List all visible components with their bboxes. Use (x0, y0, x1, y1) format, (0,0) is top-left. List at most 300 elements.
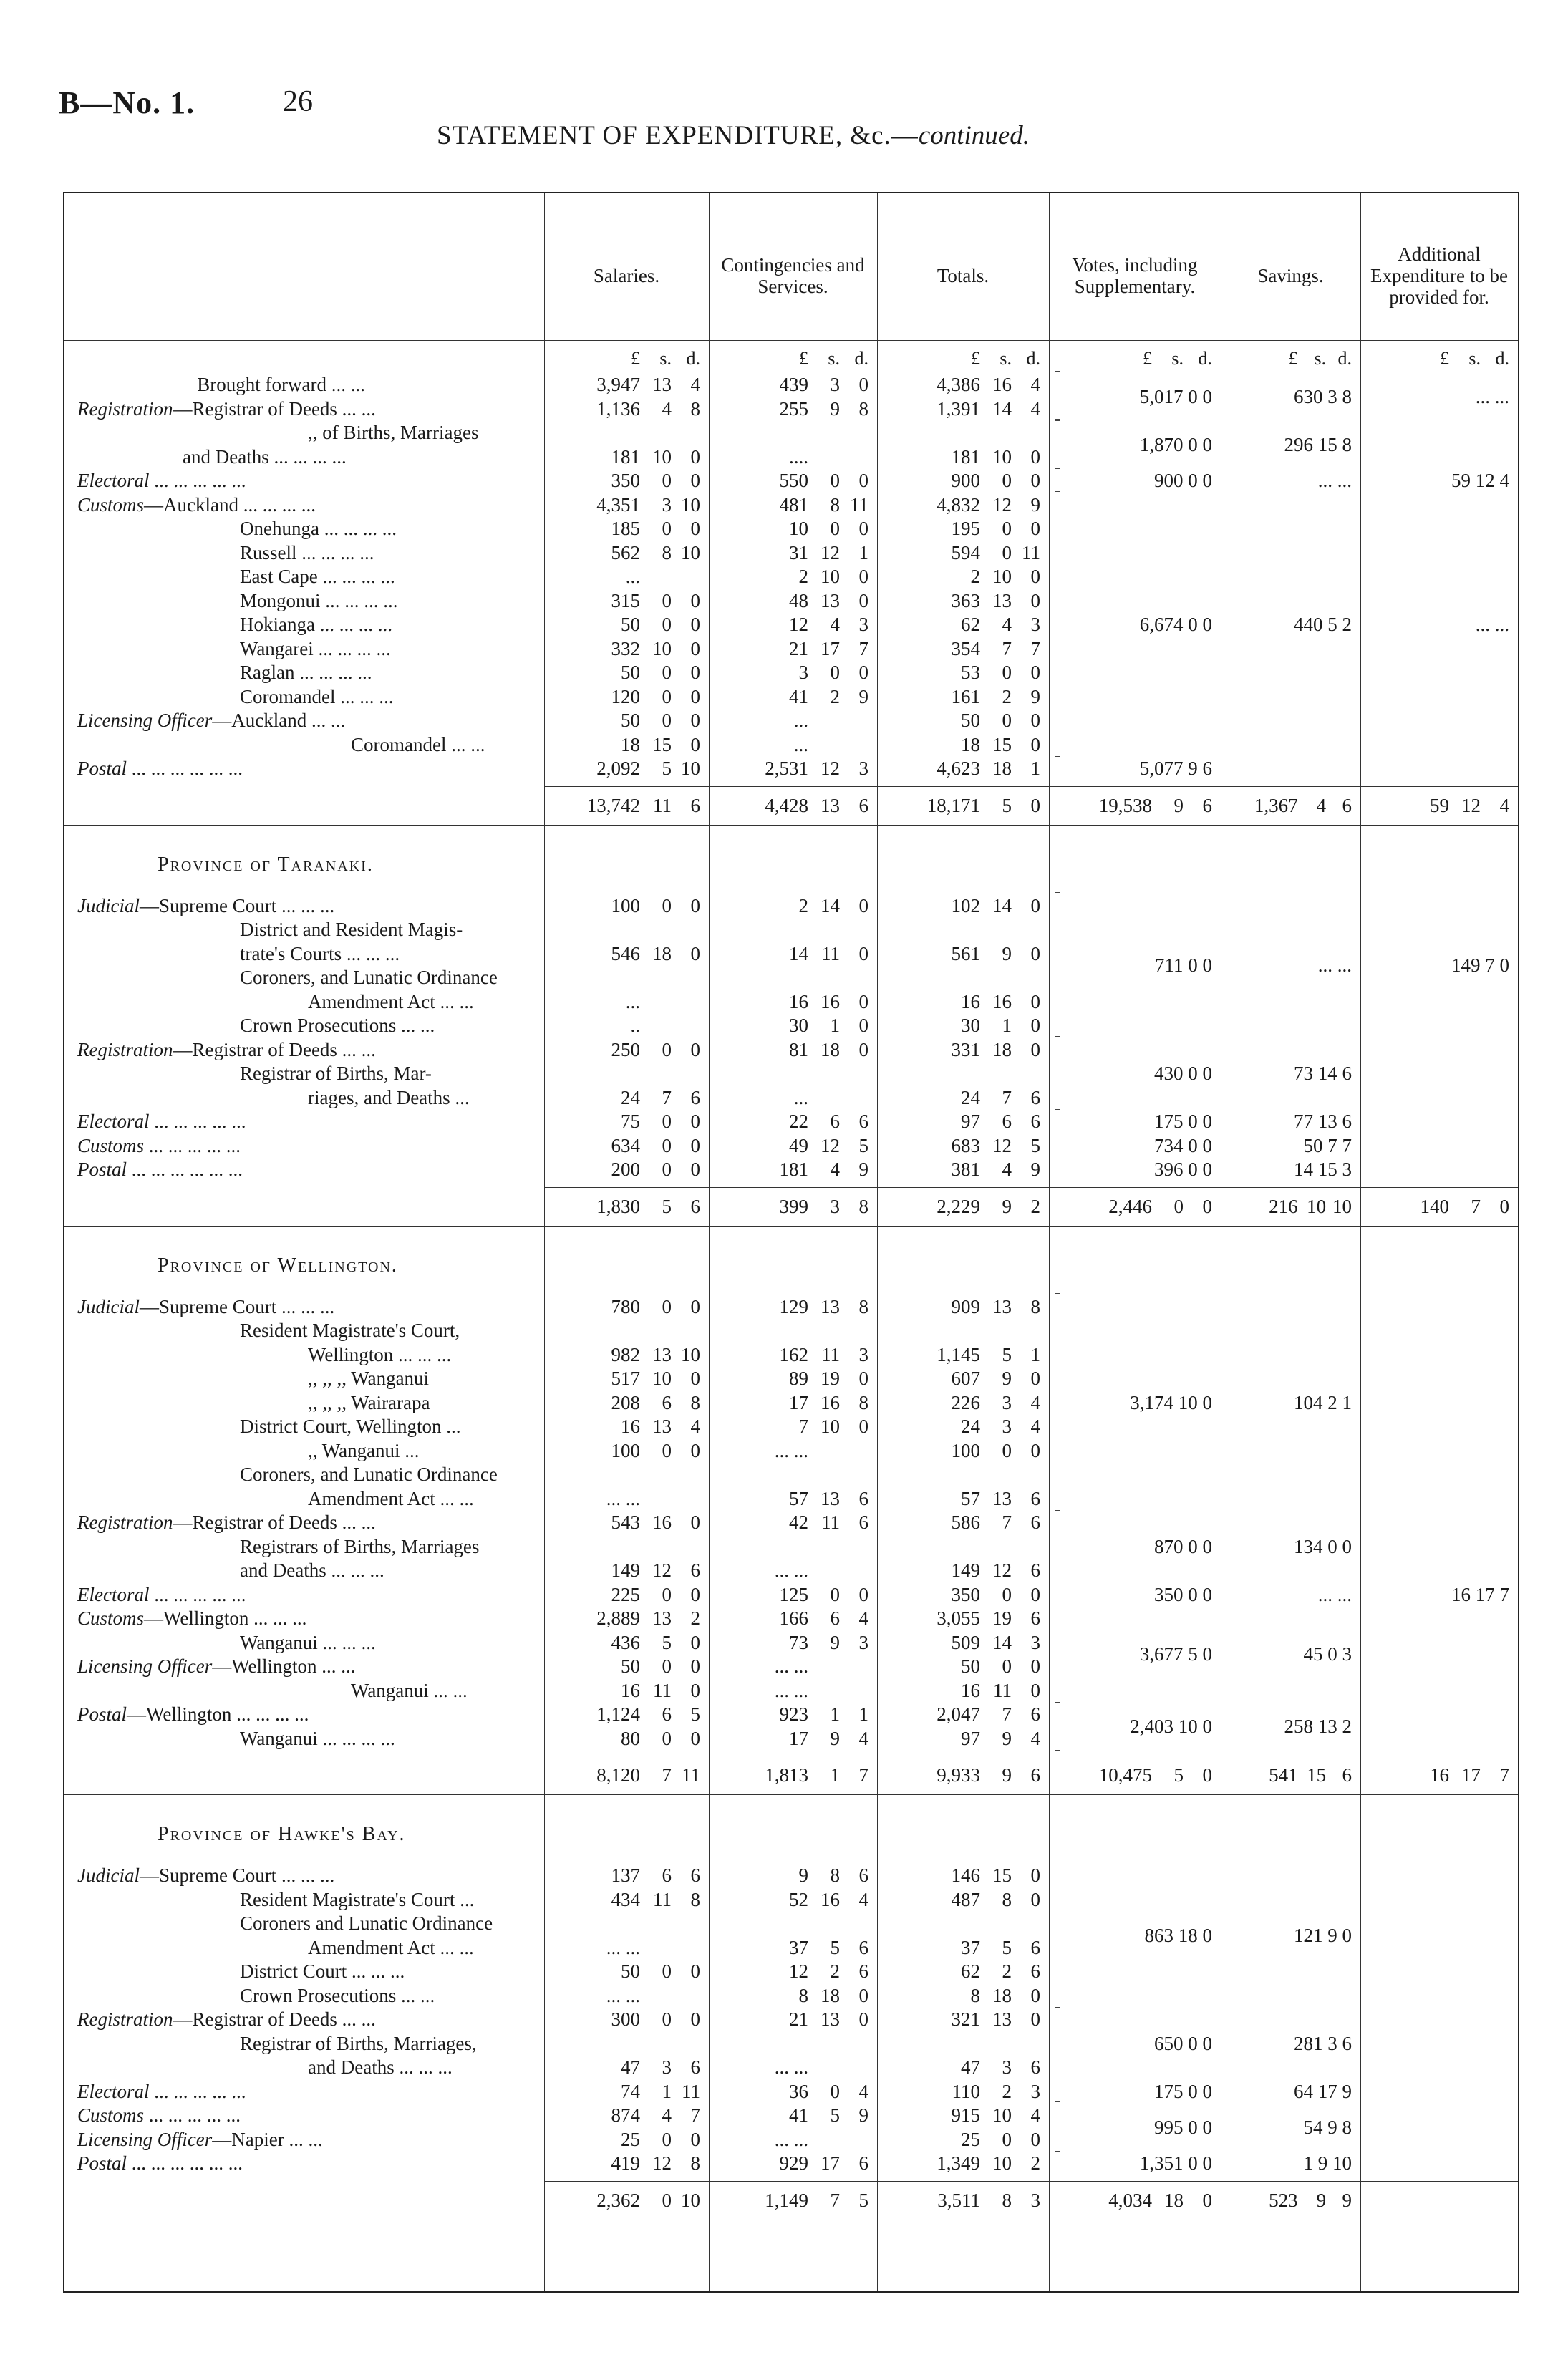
salaries-value-p: 2,889 (596, 1607, 640, 1629)
totals-value (877, 1510, 1040, 1534)
totals-value-p: 2 (970, 566, 980, 587)
totals-value (877, 1887, 1040, 1912)
subtotal-savings-d: 6 (1342, 794, 1352, 816)
totals-value (877, 1678, 1040, 1703)
contingencies-value (709, 1606, 868, 1630)
salaries-value (544, 1037, 700, 1062)
totals-value (877, 685, 1040, 709)
contingencies-value (709, 942, 868, 966)
totals-value-s: 2 (1002, 2080, 1012, 2102)
contingencies-value-s (808, 1085, 840, 1110)
subtotal-votes-d: 6 (1202, 794, 1212, 816)
contingencies-value-p: 7 (798, 1416, 808, 1437)
line-item (64, 1959, 1518, 1983)
salaries-value-d: 0 (690, 1111, 700, 1132)
totals-value-s: 0 (1002, 541, 1012, 563)
title-continued: continued. (918, 121, 1030, 150)
salaries-value (544, 1582, 700, 1607)
line-item-label: Registrars of Births, Marriages (240, 1535, 480, 1557)
salaries-value (544, 1133, 700, 1158)
line-item-label: Wanganui ... ... ... ... (240, 1727, 395, 1749)
subtotal-savings (1221, 1194, 1352, 1219)
contingencies-value-p: 21 (789, 637, 808, 659)
salaries-value-s: 4 (662, 2104, 672, 2126)
line-item (64, 1037, 1518, 1062)
salaries-value-s: 0 (662, 662, 672, 683)
salaries-value-s: 0 (662, 1655, 672, 1677)
contingencies-value-p: 8 (798, 1984, 808, 2006)
totals-value-s: 8 (1002, 1888, 1012, 1910)
totals-value-s: 18 (992, 1038, 1012, 1060)
salaries-value-s: 12 (652, 2152, 672, 2174)
subtotal-votes (1049, 793, 1212, 818)
contingencies-value-d: 1 (858, 541, 868, 563)
salaries-value (544, 894, 700, 918)
salaries-value-s: 0 (662, 1159, 672, 1180)
totals-value-p: 683 (951, 1134, 980, 1156)
salaries-value-p: 100 (611, 1439, 640, 1461)
salaries-value-s: 0 (662, 470, 672, 491)
column-header-4: Votes, including Supplementary. (1072, 254, 1198, 297)
totals-value (877, 541, 1040, 565)
savings-value: 121 9 0 (1294, 1924, 1352, 1946)
salaries-value-p: ... (625, 566, 640, 587)
salaries-value-p: 16 (621, 1416, 640, 1437)
contingencies-value-s: 6 (830, 1607, 840, 1629)
salaries-value (544, 660, 700, 685)
salaries-value-s: 3 (662, 493, 672, 516)
salaries-value-d (672, 1935, 700, 1960)
group-brace (1055, 1036, 1060, 1110)
totals-value-d: 0 (1030, 1655, 1040, 1677)
line-item-label: Wellington ... ... ... (308, 1343, 452, 1365)
totals-value-d: 0 (1030, 1583, 1040, 1605)
contingencies-value-p: 129 (779, 1295, 808, 1317)
salaries-value-s: 16 (652, 1511, 672, 1533)
totals-value-d: 6 (1030, 1607, 1040, 1629)
salaries-value-s: 0 (662, 1439, 672, 1461)
line-item-label: Wanganui ... ... (351, 1679, 468, 1701)
salaries-value-p: ... ... (606, 1936, 640, 1958)
salaries-value-p: 543 (611, 1511, 640, 1533)
totals-value (877, 894, 1040, 918)
column-header-6: Additional Expenditure to be provided for. (1370, 243, 1508, 308)
column-header-2: Contingencies and Services. (721, 254, 865, 297)
totals-value-p: 16 (961, 990, 980, 1012)
column-header-1: Salaries. (593, 265, 660, 286)
contingencies-value-d (840, 2127, 868, 2152)
unit-d: d. (1495, 348, 1509, 369)
totals-value-d: 4 (1030, 1727, 1040, 1749)
totals-value-p: 487 (951, 1888, 980, 1910)
totals-value-p: 149 (951, 1559, 980, 1581)
salaries-value (544, 2103, 700, 2127)
totals-value-d: 0 (1030, 2128, 1040, 2150)
contingencies-value (709, 1959, 868, 1983)
contingencies-value (709, 2151, 868, 2175)
totals-value-d: 0 (1030, 518, 1040, 539)
totals-value-d: 6 (1030, 2056, 1040, 2078)
subtotal-salaries (544, 2188, 700, 2212)
votes-value: 6,674 0 0 (1139, 614, 1212, 635)
group-brace (1055, 371, 1060, 421)
totals-value-d: 3 (1030, 614, 1040, 635)
contingencies-value (709, 397, 868, 421)
salaries-value (544, 1013, 700, 1037)
salaries-value-d: 0 (690, 1159, 700, 1180)
salaries-value-d: 10 (681, 541, 700, 563)
section-end-rule (64, 1794, 1518, 1795)
salaries-value-d (672, 1983, 700, 2008)
salaries-value-s (640, 990, 672, 1014)
savings-value: 45 0 3 (1303, 1643, 1352, 1665)
subtotal-savings-d: 6 (1342, 1764, 1352, 1786)
subtotal-salaries-d: 6 (690, 1195, 700, 1217)
line-item (64, 1510, 1518, 1534)
salaries-value-p: 18 (621, 733, 640, 755)
totals-value-p: 24 (961, 1416, 980, 1437)
line-item-label: Raglan ... ... ... ... (240, 662, 372, 683)
contingencies-value-d: 9 (858, 2104, 868, 2126)
salaries-value (544, 990, 700, 1014)
contingencies-value-p: 41 (789, 685, 808, 707)
line-item-label: ,, of Births, Marriages (308, 422, 479, 443)
votes-value: 396 0 0 (1154, 1159, 1212, 1180)
contingencies-value (709, 894, 868, 918)
line-item-label: Postal ... ... ... ... ... ... (77, 1159, 243, 1180)
contingencies-value-d: 4 (858, 1727, 868, 1749)
totals-value-s: 0 (1002, 1583, 1012, 1605)
savings-value: 73 14 6 (1294, 1063, 1352, 1084)
subtotal-salaries-s: 11 (653, 794, 672, 816)
totals-value-p: 181 (951, 445, 980, 468)
contingencies-value-p: 923 (779, 1703, 808, 1725)
contingencies-value-p: 49 (789, 1134, 808, 1156)
contingencies-value-s: 5 (830, 1936, 840, 1958)
totals-value (877, 990, 1040, 1014)
line-item-label: Russell ... ... ... ... (240, 541, 374, 563)
line-item (64, 1013, 1518, 1037)
contingencies-value-p: 181 (779, 1159, 808, 1180)
contingencies-value-p: ... ... (774, 2056, 808, 2078)
totals-value-p: 1,391 (937, 397, 980, 420)
line-item (64, 2055, 1518, 2079)
line-item-label: Customs—Auckland ... ... ... ... (77, 493, 316, 516)
contingencies-value-d (840, 445, 868, 469)
salaries-value (544, 1558, 700, 1582)
contingencies-value-s: 0 (830, 1583, 840, 1605)
totals-value-s: 2 (1002, 1960, 1012, 1982)
unit-s: s. (1314, 348, 1327, 369)
section-title-1: Province of Taranaki. (158, 853, 374, 876)
totals-value-s: 3 (1002, 1391, 1012, 1413)
subtotal-salaries-p: 2,362 (596, 2189, 640, 2211)
salaries-value-s: 0 (662, 1727, 672, 1749)
unit-row-col-3 (877, 348, 1040, 369)
contingencies-value (709, 1013, 868, 1037)
line-item-label: riages, and Deaths ... (308, 1086, 470, 1108)
totals-value (877, 1935, 1040, 1960)
totals-value-p: 62 (961, 614, 980, 635)
contingencies-value (709, 2079, 868, 2104)
salaries-value-p: 1,124 (596, 1703, 640, 1725)
salaries-value (544, 516, 700, 541)
contingencies-value (709, 2127, 868, 2152)
salaries-value-s: 0 (662, 2128, 672, 2150)
salaries-value-d: 0 (690, 1960, 700, 1982)
totals-value-p: 47 (961, 2056, 980, 2078)
contingencies-value-d: 0 (858, 1984, 868, 2006)
subtotal-votes-d: 0 (1202, 1764, 1212, 1786)
totals-value-p: 509 (951, 1631, 980, 1653)
line-item-label: Coroners, and Lunatic Ordinance (240, 967, 498, 988)
votes-value: 870 0 0 (1154, 1535, 1212, 1557)
totals-value (877, 1157, 1040, 1181)
totals-value-p: 100 (951, 1439, 980, 1461)
subtotal-votes (1049, 1763, 1212, 1787)
totals-value (877, 2007, 1040, 2031)
contingencies-value-s: 11 (821, 1343, 840, 1365)
totals-value-p: 2,047 (937, 1703, 980, 1725)
salaries-value-d: 0 (690, 733, 700, 755)
unit-d: d. (1337, 348, 1352, 369)
subtotal-additional-p: 59 (1430, 794, 1449, 816)
contingencies-value-s: 8 (830, 493, 840, 516)
contingencies-value-s: 0 (830, 662, 840, 683)
contingencies-value-s: 1 (830, 1703, 840, 1725)
salaries-value (544, 1295, 700, 1319)
contingencies-value-d: 0 (858, 942, 868, 964)
salaries-value-d: 0 (690, 2008, 700, 2030)
totals-value-s: 11 (993, 1679, 1012, 1701)
unit-p: £ (971, 348, 980, 369)
salaries-value-d (672, 1486, 700, 1511)
salaries-value-p: ... ... (606, 1984, 640, 2006)
line-item-label: Postal—Wellington ... ... ... ... (77, 1703, 309, 1725)
contingencies-value-s: 12 (821, 541, 840, 563)
line-item-label: Onehunga ... ... ... ... (240, 518, 397, 539)
salaries-value (544, 372, 700, 397)
totals-value-p: 900 (951, 470, 980, 491)
contingencies-value-s: 2 (830, 685, 840, 707)
salaries-value-p: 200 (611, 1159, 640, 1180)
totals-value-p: 594 (951, 541, 980, 563)
contingencies-value-s: 5 (830, 2104, 840, 2126)
salaries-value-p: 50 (621, 662, 640, 683)
subtotal-rule (544, 2181, 1518, 2182)
contingencies-value (709, 1037, 868, 1062)
contingencies-value-d: 4 (858, 1607, 868, 1629)
savings-value: 54 9 8 (1303, 2116, 1352, 2138)
subtotal-totals-d: 2 (1030, 1195, 1040, 1217)
subtotal-additional-d: 0 (1499, 1195, 1509, 1217)
totals-value-d: 4 (1030, 1391, 1040, 1413)
salaries-value-p: 3,947 (596, 374, 640, 395)
unit-d: d. (686, 348, 700, 369)
contingencies-value (709, 1678, 868, 1703)
totals-value-d: 0 (1030, 1679, 1040, 1701)
salaries-value-d: 0 (690, 942, 700, 964)
totals-value-d: 4 (1030, 397, 1040, 420)
subtotal-totals-s: 9 (1002, 1764, 1012, 1786)
line-item (64, 1085, 1518, 1110)
totals-value (877, 1438, 1040, 1463)
totals-value-s: 18 (992, 758, 1012, 779)
contingencies-value-d: 3 (858, 1343, 868, 1365)
contingencies-value-s: 9 (830, 397, 840, 420)
contingencies-value-d: 5 (858, 1134, 868, 1156)
subtotal-contingencies-s: 1 (830, 1764, 840, 1786)
contingencies-value-d: 6 (858, 1511, 868, 1533)
page-number: 26 (283, 85, 313, 118)
additional-value: ... ... (1475, 614, 1509, 635)
unit-d: d. (854, 348, 868, 369)
salaries-value-d: 0 (690, 2128, 700, 2150)
salaries-value-p: 24 (621, 1086, 640, 1108)
contingencies-value (709, 1582, 868, 1607)
contingencies-value-p: ... ... (774, 1439, 808, 1461)
contingencies-value (709, 372, 868, 397)
contingencies-value (709, 1726, 868, 1751)
totals-value-d: 0 (1030, 2008, 1040, 2030)
line-item-label: Hokianga ... ... ... ... (240, 614, 392, 635)
contingencies-value-d: 9 (858, 685, 868, 707)
savings-value: 104 2 1 (1294, 1391, 1352, 1413)
totals-value-d: 11 (1022, 541, 1040, 563)
subtotal-additional-s: 7 (1471, 1195, 1481, 1217)
contingencies-value (709, 2055, 868, 2079)
line-item-label: Postal ... ... ... ... ... ... (77, 2152, 243, 2174)
savings-value: 630 3 8 (1294, 385, 1352, 407)
subtotal-savings-d: 10 (1332, 1195, 1352, 1217)
contingencies-value-d: 0 (858, 1416, 868, 1437)
subtotal-contingencies-p: 399 (779, 1195, 808, 1217)
line-item (64, 541, 1518, 565)
salaries-value-s (640, 564, 672, 589)
totals-value (877, 942, 1040, 966)
contingencies-value-d: 0 (858, 990, 868, 1012)
line-item (64, 493, 1518, 517)
contingencies-value-p: 17 (789, 1391, 808, 1413)
line-item (64, 1606, 1518, 1630)
contingencies-value-s: 14 (821, 894, 840, 916)
totals-value-s: 12 (992, 1134, 1012, 1156)
salaries-value (544, 942, 700, 966)
line-item (64, 756, 1518, 780)
totals-value-p: 909 (951, 1295, 980, 1317)
salaries-value-s: 13 (652, 1416, 672, 1437)
line-item (64, 917, 1518, 942)
contingencies-value-d: 3 (858, 758, 868, 779)
subtotal-rule (544, 1187, 1518, 1188)
totals-value-p: 3,055 (937, 1607, 980, 1629)
line-item-label: Customs—Wellington ... ... ... (77, 1607, 307, 1629)
totals-value-p: 4,386 (937, 374, 980, 395)
subtotal-contingencies-p: 4,428 (765, 794, 808, 816)
salaries-value (544, 1726, 700, 1751)
subtotal-salaries-d: 6 (690, 794, 700, 816)
contingencies-value-d: 0 (858, 1368, 868, 1389)
votes-value: 175 0 0 (1154, 2080, 1212, 2102)
totals-value (877, 1726, 1040, 1751)
salaries-value-d: 6 (690, 1086, 700, 1108)
totals-value (877, 660, 1040, 685)
totals-value-s: 13 (992, 1487, 1012, 1509)
totals-value-d: 0 (1030, 990, 1040, 1012)
contingencies-value (709, 637, 868, 661)
line-item-label: ,, ,, ,, Wanganui (308, 1368, 430, 1389)
totals-value (877, 1109, 1040, 1133)
salaries-value-d: 0 (690, 894, 700, 916)
totals-value (877, 612, 1040, 637)
contingencies-value-p: 41 (789, 2104, 808, 2126)
salaries-value-p: 185 (611, 518, 640, 539)
contingencies-value-s (808, 445, 840, 469)
salaries-value-s: 0 (662, 710, 672, 731)
contingencies-value-s: 0 (830, 470, 840, 491)
subtotal-votes-d: 0 (1202, 1195, 1212, 1217)
totals-value-p: 37 (961, 1936, 980, 1958)
salaries-value-s: 0 (662, 614, 672, 635)
contingencies-value-s: 13 (821, 2008, 840, 2030)
totals-value (877, 1654, 1040, 1678)
unit-p: £ (1288, 348, 1298, 369)
contingencies-value (709, 1133, 868, 1158)
totals-value (877, 1863, 1040, 1887)
salaries-value-s (640, 1983, 672, 2008)
line-item-label: Coromandel ... ... (351, 733, 485, 755)
line-item (64, 732, 1518, 757)
group-brace (1055, 1293, 1060, 1511)
salaries-value-p: 25 (621, 2128, 640, 2150)
salaries-value-d: 0 (690, 685, 700, 707)
subtotal-totals-s: 8 (1002, 2189, 1012, 2211)
contingencies-value-p: 2 (798, 566, 808, 587)
totals-value-s: 10 (992, 2152, 1012, 2174)
subtotal-salaries-s: 7 (662, 1764, 672, 1786)
contingencies-value (709, 1510, 868, 1534)
salaries-value-d: 0 (690, 589, 700, 611)
totals-value-p: 331 (951, 1038, 980, 1060)
contingencies-value-d: 6 (858, 1864, 868, 1886)
salaries-value-s (640, 1013, 672, 1037)
contingencies-value-d: 0 (858, 374, 868, 395)
totals-value-s: 1 (1002, 1015, 1012, 1036)
salaries-value-d: 7 (690, 2104, 700, 2126)
contingencies-value-p: 14 (789, 942, 808, 964)
votes-value: 995 0 0 (1154, 2116, 1212, 2138)
contingencies-value (709, 1295, 868, 1319)
line-item-label: Electoral ... ... ... ... ... (77, 1111, 246, 1132)
line-item-label: Licensing Officer—Wellington ... ... (77, 1655, 356, 1677)
salaries-value-p: 436 (611, 1631, 640, 1653)
salaries-value-s: 0 (662, 1960, 672, 1982)
contingencies-value-d: 8 (858, 1295, 868, 1317)
line-item (64, 685, 1518, 709)
totals-value-s: 13 (992, 589, 1012, 611)
salaries-value (544, 1343, 700, 1367)
salaries-value-s: 7 (662, 1086, 672, 1108)
totals-value (877, 1983, 1040, 2008)
salaries-value-d: 6 (690, 2056, 700, 2078)
totals-value-s: 14 (992, 397, 1012, 420)
totals-value-d: 1 (1030, 758, 1040, 779)
votes-value: 1,351 0 0 (1139, 2152, 1212, 2174)
salaries-value-p: 982 (611, 1343, 640, 1365)
page-title (437, 120, 1030, 151)
totals-value (877, 589, 1040, 613)
salaries-value-s: 5 (662, 1631, 672, 1653)
